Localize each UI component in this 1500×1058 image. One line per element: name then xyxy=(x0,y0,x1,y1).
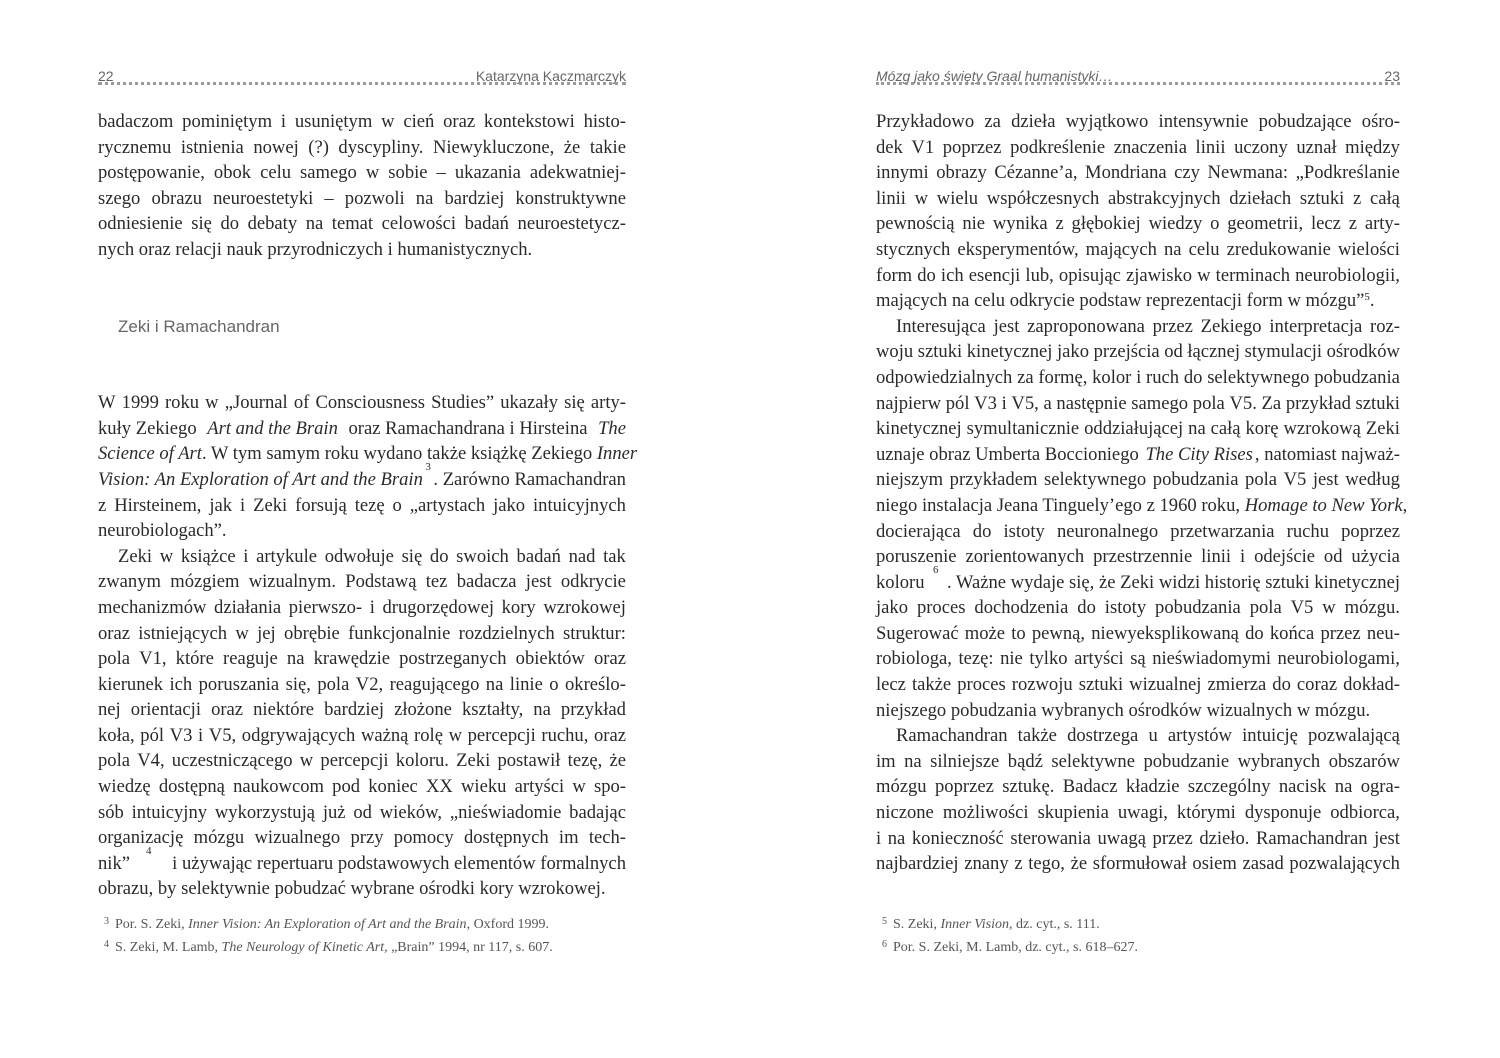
text-span: , xyxy=(1402,494,1408,516)
running-head-title: Mózg jako święty Graal humanistyki… xyxy=(876,68,1113,84)
left-page xyxy=(98,0,638,1058)
text-line: Zeki w książce i artykule odwołuje się do swoich badań nad tak xyxy=(118,545,626,567)
text-line: Interesująca jest zaproponowana przez Zekiego interpretacja roz- xyxy=(896,315,1400,337)
text-span: . W tym samym roku wydano także książkę Zekiego xyxy=(201,443,597,465)
text-line: woju sztuki kinetycznej jako przejścia od łącznej stymulacji ośrodków xyxy=(876,341,1400,363)
text-line: mechanizmów działania pierwszo- i drugorzędowej kory wzrokowej xyxy=(98,596,626,618)
text-line: nych oraz relacji nauk przyrodniczych i humanistycznych. xyxy=(98,238,533,260)
text-line: sób intuicyjny wykorzystują już od wieków, „nieświadomie badając xyxy=(98,801,626,823)
text-line: jako proces dochodzenia do istoty pobudzania pola V5 w mózgu. xyxy=(876,597,1400,619)
body-text xyxy=(98,109,638,902)
text-line: Przykładowo za dzieła wyjątkowo intensywnie pobudzające ośro- xyxy=(876,111,1400,132)
text-span: . xyxy=(1369,290,1375,312)
text-span: . Zarówno Ramachandran xyxy=(433,468,626,490)
text-span: , „Brain” 1994, nr 117, s. 607. xyxy=(384,940,553,955)
text-span: koloru xyxy=(876,571,925,593)
footnote xyxy=(98,935,626,958)
text-line: nej orientacji oraz niektóre bardziej złożone kształty, na przykład xyxy=(98,699,626,721)
text-span: , natomiast najważ- xyxy=(1254,443,1400,465)
text-line: odniesienie się do debaty na temat celowości badań neuroestetycz- xyxy=(98,213,626,235)
text-span: Por. S. Zeki, xyxy=(115,917,189,932)
text-span: nik” xyxy=(98,852,131,874)
text-span: kuły Zekiego xyxy=(98,417,202,439)
text-span: . Ważne wydaje się, że Zeki widzi historię sztuki kinetycznej xyxy=(946,571,1400,593)
text-line: mózgu poprzez sztukę. Badacz kładzie szczególny nacisk na ogra- xyxy=(876,776,1400,798)
text-line: form do ich esencji lub, opisując zjawisko w terminach neurobiologii, xyxy=(876,264,1400,286)
text-line: stycznych eksperymentów, mających na celu zredukowanie wielości xyxy=(876,238,1400,260)
spacer xyxy=(98,339,626,390)
text-line: obrazu, by selektywnie pobudzać wybrane ośrodki kory wzrokowej. xyxy=(98,878,606,900)
dotted-rule xyxy=(98,82,626,85)
running-head xyxy=(98,62,626,84)
text-line xyxy=(876,493,1408,519)
text-line xyxy=(98,844,626,877)
section-heading: Zeki i Ramachandran xyxy=(118,316,280,336)
italic-title: Inner Vision xyxy=(940,917,1010,932)
text-line: pewnością nie wynika z głębokiej wiedzy o geometrii, lecz z arty- xyxy=(876,213,1400,235)
footnote-number: 6 xyxy=(882,939,887,950)
text-line: docierająca do istoty neuronalnego przetwarzania ruchu poprzez xyxy=(876,520,1400,542)
text-span: Por. S. Zeki, M. Lamb, dz. cyt., s. 618–627. xyxy=(893,940,1138,955)
italic-title: Inner xyxy=(596,443,638,465)
text-line: Ramachandran także dostrzega u artystów intuicję pozwalającą xyxy=(896,725,1400,747)
page-number: 23 xyxy=(1384,68,1400,84)
footnote-ref[interactable]: 5 xyxy=(1364,291,1370,304)
footnote-number: 4 xyxy=(104,939,109,950)
italic-title: The Neurology of Kinetic Art xyxy=(221,940,385,955)
text-span: uznaje obraz Umberta Boccioniego xyxy=(876,443,1144,465)
footnote-number: 5 xyxy=(882,916,887,927)
text-line: odpowiedzialnych za formę, kolor i ruch do selektywnego pobudzania xyxy=(876,366,1400,388)
footnote xyxy=(876,935,1400,958)
text-line: najbardziej znany z tego, że sformułował osiem zasad pozwalających xyxy=(876,853,1400,875)
italic-title: Science of Art xyxy=(98,443,202,465)
text-line: robiologa, tezę: nie tylko artyści są nieświadomymi neurobiologami, xyxy=(876,648,1400,670)
text-line: szego obrazu neuroestetyki – pozwoli na bardziej konstruktywne xyxy=(98,187,626,209)
running-head-author: Katarzyna Kaczmarczyk xyxy=(475,68,626,84)
text-line: linii w wielu współczesnych abstrakcyjnych dziełach sztuki z całą xyxy=(876,187,1400,209)
body-text xyxy=(876,109,1408,877)
footnote-ref[interactable]: 6 xyxy=(933,563,939,576)
text-line xyxy=(876,288,1400,314)
text-span: i używając repertuaru podstawowych elementów formalnych xyxy=(167,852,626,874)
text-line xyxy=(876,563,1400,596)
text-line: najpierw pól V3 i V5, a następnie samego pola V5. Za przykład sztuki xyxy=(876,392,1400,414)
text-line: pola V4, uczestniczącego w percepcji koloru. Zeki postawił tezę, że xyxy=(98,750,626,772)
page-number: 22 xyxy=(98,68,114,84)
text-line: im na silniejsze bądź selektywne pobudzanie wybranych obszarów xyxy=(876,750,1400,772)
text-line: innymi obrazy Cézanne’a, Mondriana czy Newmana: „Podkreślanie xyxy=(876,162,1400,184)
text-line xyxy=(876,442,1400,468)
italic-title: Inner Vision: An Exploration of Art and the Brain xyxy=(188,917,467,932)
text-span: , dz. cyt., s. 111. xyxy=(1009,917,1100,932)
text-line: oraz istniejących w jej obrębie funkcjonalnie rozdzielnych struktur: xyxy=(98,622,626,644)
italic-title: Homage to New York xyxy=(1244,494,1403,516)
italic-title: Vision: An Exploration of Art and the Brain xyxy=(98,468,423,490)
text-span: , Oxford 1999. xyxy=(466,917,549,932)
text-line xyxy=(98,416,626,442)
text-span: S. Zeki, M. Lamb, xyxy=(115,940,222,955)
text-line xyxy=(98,460,626,493)
footnote-ref[interactable]: 3 xyxy=(425,460,431,473)
text-line: niczone możliwości skupienia uwagi, którymi dysponuje odbiorca, xyxy=(876,802,1400,824)
text-line: neurobiologach”. xyxy=(98,520,227,542)
right-page xyxy=(876,0,1408,1058)
footnote-ref[interactable]: 4 xyxy=(146,844,152,857)
text-line: rycznemu istnienia nowej (?) dyscypliny. Niewykluczone, że takie xyxy=(98,136,626,158)
text-line: zwanym mózgiem wizualnym. Podstawą tez badacza jest odkrycie xyxy=(98,571,626,593)
dotted-rule xyxy=(876,82,1400,85)
text-line: postępowanie, obok celu samego w sobie – ukazania adekwatniej- xyxy=(98,162,626,184)
text-line: kierunek ich poruszania się, pola V2, reagującego na linie o określo- xyxy=(98,673,626,695)
text-line: z Hirsteinem, jak i Zeki forsują tezę o „artystach jako intuicyjnych xyxy=(98,494,626,516)
text-line: poruszenie zorientowanych przestrzennie linii i odejście od użycia xyxy=(876,546,1400,568)
italic-title: Art and the Brain xyxy=(207,417,338,439)
text-line: badaczom pominiętym i usuniętym w cień oraz kontekstowi histo- xyxy=(98,111,626,132)
text-line: koła, pól V3 i V5, odgrywających ważną rolę w percepcji ruchu, oraz xyxy=(98,724,626,746)
text-line: kinetycznej symultanicznie oddziałującej na całą korę wzrokową Zeki xyxy=(876,418,1400,440)
text-line: dek V1 poprzez podkreślenie znaczenia linii uczony uznał między xyxy=(876,136,1400,158)
footnote-number: 3 xyxy=(104,916,109,927)
italic-title: The City Rises xyxy=(1145,443,1253,465)
text-span: niego instalacja Jeana Tinguely’ego z 1960 roku, xyxy=(876,494,1245,516)
text-line: wiedzę dostępną naukowcom pod koniec XX wieku artyści w spo- xyxy=(98,776,626,798)
text-line: organizację mózgu wizualnego przy pomocy dostępnych im tech- xyxy=(98,827,626,849)
text-span: S. Zeki, xyxy=(893,917,941,932)
text-line: Sugerować może to pewną, niewyeksplikowaną do końca przez neu- xyxy=(876,622,1400,644)
footnote xyxy=(876,912,1400,935)
text-line: pola V1, które reaguje na krawędzie postrzeganych obiektów oraz xyxy=(98,648,626,670)
footnotes xyxy=(876,912,1400,958)
text-line xyxy=(98,441,638,467)
text-line: niejszego pobudzania wybranych ośrodków wizualnych w mózgu. xyxy=(876,699,1371,721)
running-head xyxy=(876,62,1400,84)
text-line: lecz także proces rozwoju sztuki wizualnej zmierza do coraz dokład- xyxy=(876,674,1400,696)
text-span: oraz Ramachandrana i Hirsteina xyxy=(343,417,593,439)
footnote xyxy=(98,912,626,935)
text-line: i na konieczność sterowania uwagą przez dzieło. Ramachandran jest xyxy=(876,827,1400,849)
footnotes xyxy=(98,912,626,958)
italic-title: The xyxy=(598,417,626,439)
text-line: niejszym przykładem selektywnego pobudzania pola V5 jest według xyxy=(876,469,1400,491)
text-line: W 1999 roku w „Journal of Consciousness Studies” ukazały się arty- xyxy=(98,392,626,414)
spacer xyxy=(98,263,626,314)
text-span: mających na celu odkrycie podstaw reprezentacji form w mózgu” xyxy=(876,290,1365,312)
